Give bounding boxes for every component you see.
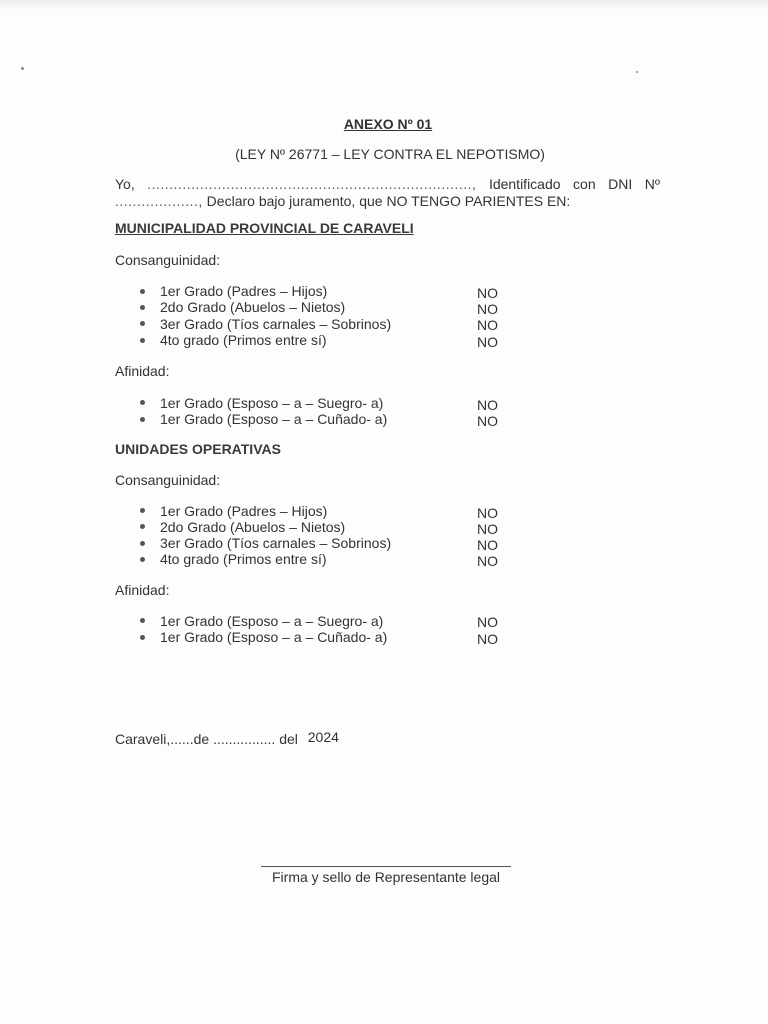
bullet-icon — [140, 417, 145, 422]
date-month-blank: ................ — [213, 731, 276, 747]
kinship-item-label: 3er Grado (Tíos carnales – Sobrinos) — [160, 316, 392, 332]
kinship-item-label: 1er Grado (Padres – Hijos) — [160, 283, 328, 299]
date-place: Caraveli, — [115, 731, 171, 747]
afinidad-label: Afinidad: — [115, 363, 170, 379]
bullet-icon — [140, 289, 145, 294]
section-heading-unidades: UNIDADES OPERATIVAS — [115, 441, 281, 457]
bullet-icon — [140, 400, 145, 405]
date-de: de — [193, 731, 210, 747]
bullet-icon — [140, 508, 145, 513]
consanguinidad-label: Consanguinidad: — [115, 472, 221, 488]
scan-speck — [636, 71, 638, 73]
bullet-icon — [140, 557, 145, 562]
bullet-icon — [140, 541, 145, 546]
kinship-item-label: 1er Grado (Padres – Hijos) — [160, 503, 328, 519]
section-heading-municipalidad: MUNICIPALIDAD PROVINCIAL DE CARAVELI — [115, 220, 414, 236]
bullet-icon — [140, 635, 145, 640]
signature-caption: Firma y sello de Representante legal — [272, 869, 501, 885]
kinship-item-value: NO — [477, 413, 498, 429]
bullet-icon — [140, 321, 145, 326]
declaration-line-2 — [115, 193, 570, 209]
date-day-blank: ...... — [170, 731, 194, 747]
kinship-item-label: 1er Grado (Esposo – a – Suegro- a) — [160, 613, 384, 629]
kinship-item-value: NO — [477, 334, 498, 350]
declaration-dni: DNI — [608, 176, 633, 192]
declaration-identificado: Identificado — [488, 176, 561, 192]
declaration-line-1 — [115, 176, 660, 192]
bullet-icon — [140, 305, 145, 310]
kinship-item-value: NO — [477, 631, 498, 647]
bullet-icon — [140, 338, 145, 343]
kinship-item-value: NO — [477, 397, 498, 413]
kinship-item-value: NO — [477, 614, 498, 630]
kinship-item-value: NO — [477, 521, 498, 537]
document-title: ANEXO Nº 01 — [343, 116, 433, 132]
bullet-icon — [140, 524, 145, 529]
kinship-item-value: NO — [477, 553, 498, 569]
name-blank: .........................................................................., — [147, 176, 477, 192]
declaration-con: con — [573, 176, 596, 192]
signature-line — [261, 866, 511, 867]
scan-speck — [21, 67, 24, 70]
afinidad-label: Afinidad: — [115, 582, 170, 598]
kinship-item-label: 1er Grado (Esposo – a – Cuñado- a) — [160, 411, 388, 427]
scan-edge-shadow — [0, 0, 768, 10]
kinship-item-label: 1er Grado (Esposo – a – Suegro- a) — [160, 395, 384, 411]
kinship-item-value: NO — [477, 505, 498, 521]
kinship-item-label: 2do Grado (Abuelos – Nietos) — [160, 519, 346, 535]
kinship-item-value: NO — [477, 537, 498, 553]
date-year: 2024 — [307, 729, 339, 745]
declaration-yo: Yo, — [115, 176, 135, 192]
bullet-icon — [140, 618, 145, 623]
declaration-statement: Declaro bajo juramento, que NO TENGO PARIENTES EN: — [202, 193, 571, 209]
document-subtitle: (LEY Nº 26771 – LEY CONTRA EL NEPOTISMO) — [235, 146, 545, 162]
kinship-item-value: NO — [477, 285, 498, 301]
kinship-item-label: 4to grado (Primos entre sí) — [160, 551, 327, 567]
kinship-item-value: NO — [477, 317, 498, 333]
kinship-item-label: 3er Grado (Tíos carnales – Sobrinos) — [160, 535, 392, 551]
date-del: del — [279, 731, 298, 747]
kinship-item-label: 1er Grado (Esposo – a – Cuñado- a) — [160, 629, 388, 645]
kinship-item-label: 2do Grado (Abuelos – Nietos) — [160, 299, 346, 315]
declaration-numero: Nº — [644, 176, 660, 192]
consanguinidad-label: Consanguinidad: — [115, 252, 221, 268]
dni-blank: ..................., — [115, 193, 203, 209]
kinship-item-value: NO — [477, 301, 498, 317]
date-line — [115, 731, 339, 747]
kinship-item-label: 4to grado (Primos entre sí) — [160, 332, 327, 348]
